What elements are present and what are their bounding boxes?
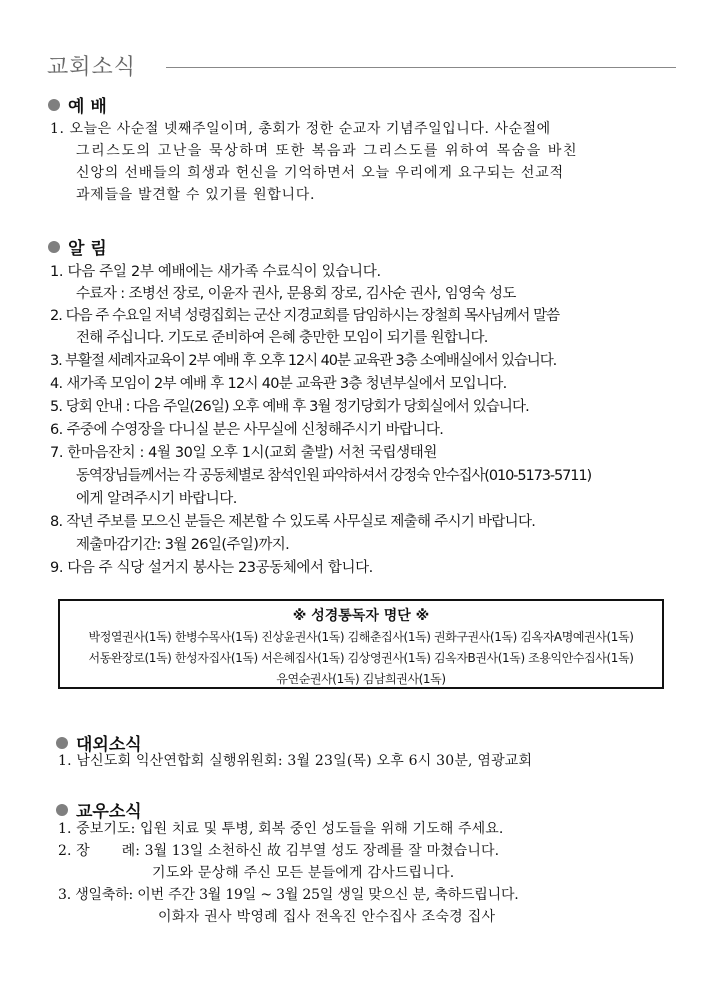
notice-line: 수료자 : 조병선 장로, 이윤자 권사, 문용회 장로, 김사순 권사, 임영숙 성도 [76,286,516,302]
section-heading-label: 예 배 [68,97,107,117]
section-heading-label: 대외소식 [76,735,142,755]
notice-line: 전해 주십니다. 기도로 준비하여 은혜 충만한 모임이 되기를 원합니다. [76,330,488,346]
page-title: 교회소식 [47,55,137,80]
notice-line: 5. 당회 안내 : 다음 주일(26일) 오후 예배 후 3월 정기당회가 당회실에서 있습니다. [50,399,529,415]
external-line: 1. 남신도회 익산연합회 실행위원회: 3월 23일(목) 오후 6시 30분, 염광교회 [58,753,533,769]
section-heading-notices [48,234,107,259]
notice-line: 3. 부활절 세례자교육이 2부 예배 후 오후 12시 40분 교육관 3층 소예배실에서 있습니다. [50,353,557,369]
worship-line: 신앙의 선배들의 희생과 헌신을 기억하면서 오늘 우리에게 요구되는 선교적 [76,165,564,181]
notice-line: 에게 알려주시기 바랍니다. [76,491,237,507]
worship-line: 그리스도의 고난을 묵상하며 또한 복음과 그리스도를 위하여 목숨을 바친 [76,143,579,159]
bullet-icon [56,804,68,816]
notice-line: 7. 한마음잔치 : 4월 30일 오후 1시(교회 출발) 서천 국립생태원 [50,445,437,461]
notice-line: 제출마감기간: 3월 26일(주일)까지. [76,537,290,553]
bible-reading-honor-box [58,599,664,689]
bullet-icon [56,737,68,749]
worship-line: 1. 오늘은 사순절 넷째주일이며, 총회가 정한 순교자 기념주일입니다. 사순절에 [50,121,551,137]
honor-box-title: ※ 성경통독자 명단 ※ [292,608,430,624]
honor-line: 유연순권사(1독) 김남희권사(1독) [276,672,446,686]
notice-line: 9. 다음 주 식당 설거지 봉사는 23공동체에서 합니다. [50,560,373,576]
section-heading-label: 교우소식 [76,802,142,822]
notice-line: 6. 주중에 수영장을 다니실 분은 사무실에 신청해주시기 바랍니다. [50,422,444,438]
notice-line: 8. 작년 주보를 모으신 분들은 제본할 수 있도록 사무실로 제출해 주시기 바랍니다. [50,514,536,530]
members-line: 기도와 문상해 주신 모든 분들에게 감사드립니다. [152,865,455,881]
worship-line: 과제들을 발견할 수 있기를 원합니다. [76,187,316,203]
section-heading-label: 알 림 [68,239,107,259]
honor-line: 서동완장로(1독) 한성자집사(1독) 서은혜집사(1독) 김상영권사(1독) 김옥자B권사(1독) 조용익안수집사(1독) [88,651,634,665]
title-divider [166,67,676,68]
members-line: 이화자 권사 박영례 집사 전옥진 안수집사 조숙경 집사 [158,909,496,925]
section-heading-worship [48,92,107,117]
notice-line: 1. 다음 주일 2부 예배에는 새가족 수료식이 있습니다. [50,264,381,280]
bullet-icon [48,99,60,111]
members-line: 3. 생일축하: 이번 주간 3월 19일 ~ 3월 25일 생일 맞으신 분, 축하드립니다. [58,887,519,903]
notice-line: 2. 다음 주 수요일 저녁 성령집회는 군산 지경교회를 담임하시는 장철희 목사님께서 말씀 [50,308,560,324]
members-line: 2. 장 례: 3월 13일 소천하신 故 김부열 성도 장례를 잘 마쳤습니다. [58,843,500,859]
notice-line: 동역장님들께서는 각 공동체별로 참석인원 파악하셔서 강정숙 안수집사(010-5173-5711) [76,468,592,484]
bullet-icon [48,241,60,253]
notice-line: 4. 새가족 모임이 2부 예배 후 12시 40분 교육관 3층 청년부실에서 모입니다. [50,376,507,392]
honor-line: 박정열권사(1독) 한병수목사(1독) 진상윤권사(1독) 김해춘집사(1독) 권화구권사(1독) 김옥자A명예권사(1독) [88,630,634,644]
members-line: 1. 중보기도: 입원 치료 및 투병, 회복 중인 성도들을 위해 기도해 주세요. [58,821,504,837]
